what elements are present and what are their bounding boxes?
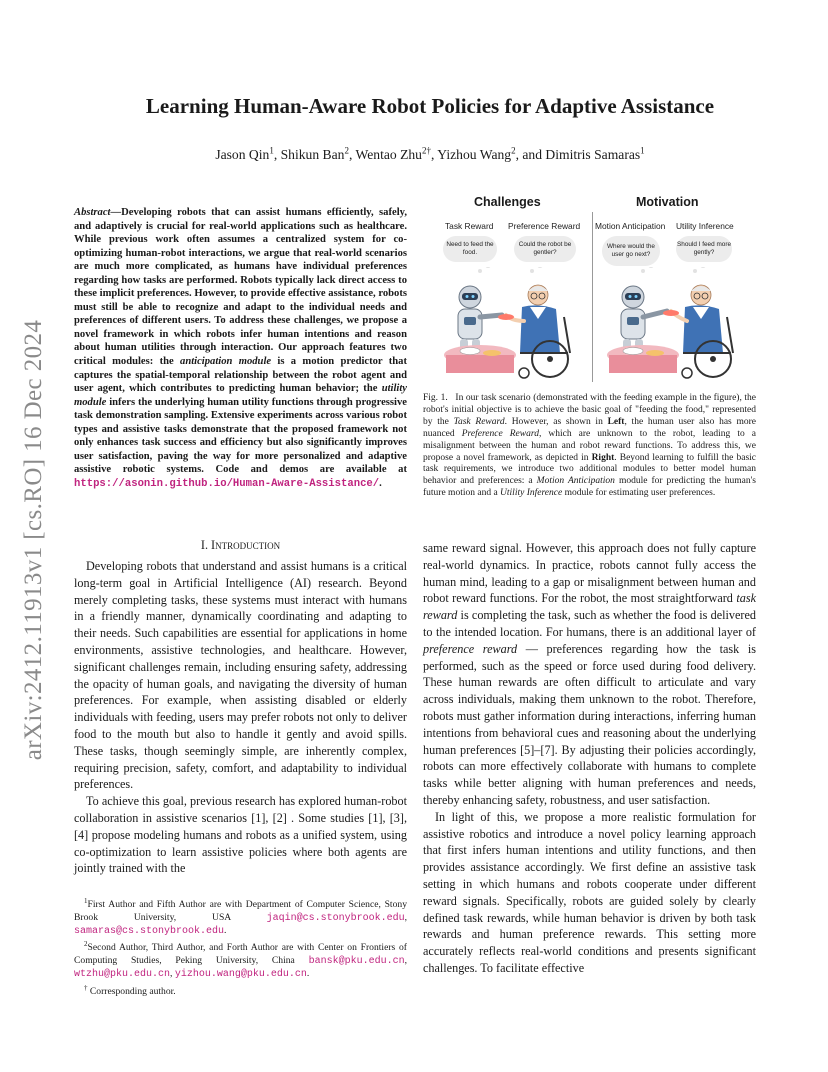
abstract-label: Abstract bbox=[74, 207, 111, 218]
project-url-link[interactable]: https://asonin.github.io/Human-Aware-Assistance/ bbox=[74, 477, 380, 490]
thought-bubble: Could the robot be gentler? bbox=[514, 236, 576, 262]
paper-title: Learning Human-Aware Robot Policies for Adaptive Assistance bbox=[145, 94, 715, 118]
email-link[interactable]: bansk@pku.edu.cn bbox=[308, 956, 405, 967]
author: Shikun Ban$^2$, bbox=[280, 145, 356, 162]
abstract: Abstract—Developing robots that can assist humans efficiently, safely, and adaptively is crucial for real-world applications such as healthcare. While previous work often assumes a centralized system for co-optimizing human-robot interactions, we argue that real-world scenarios are much more complicated, as humans have individual preferences regarding how tasks are performed. Robots typically lack direct access to these implicit preferences. However, to provide effective assistance, robots must still be able to recognize and adapt to the individual needs and preferences of different users. To address these challenges, we propose a novel framework in which robots infer human intentions and reason about human utilities through interaction. Our approach features two critical modules: the anticipation module is a motion predictor that captures the spatial-temporal relationship between the robot agent and user agent, which contributes to predicting human behavior; the utility module infers the underlying human utility functions through progressive task demonstration sampling. Extensive experiments across various robot types and assistive tasks demonstrate that the proposed framework not only enhances task success and efficiency but also significantly improves user satisfaction, paving the way for more personalized and adaptive assistive robotic systems. Code and demos are available at https://asonin.github.io/Human-Aware-Assistance/. bbox=[74, 207, 407, 490]
email-link[interactable]: jaqin@cs.stonybrook.edu bbox=[266, 912, 405, 924]
utility-module-term: utility module bbox=[74, 383, 407, 408]
footnote-3: † Corresponding author. bbox=[84, 983, 176, 997]
figure-header-challenges: Challenges bbox=[474, 195, 541, 209]
label-utility-inference: Utility Inference bbox=[676, 221, 734, 231]
arxiv-identifier: arXiv:2412.11913v1 [cs.RO] 16 Dec 2024 bbox=[20, 319, 47, 761]
email-link[interactable]: yizhou.wang@pku.edu.cn bbox=[174, 969, 307, 981]
footnote-2: $^2$Second Author, Third Author, and Forth Author are with Center on Frontiers of Computing Studies, Peking University, China bansk@pku.edu.cn, wtzhu@pku.edu.cn, yizhou.wang@pku.edu.cn. bbox=[74, 940, 407, 981]
feeding-illustration-right bbox=[600, 267, 756, 382]
email-link[interactable]: wtzhu@pku.edu.cn bbox=[74, 969, 171, 981]
paragraph: same reward signal. However, this approach does not fully capture real-world dynamics. In practice, robots cannot fully access the human mind, leading to a gap or misalignment between human and robot reward functions. For the robot, the most straightforward task reward is completing the task, such as whether the food is delivered to the intended location. For humans, there is an additional layer of preference reward — preferences regarding how the task is performed, such as the speed or force used during food delivery. These human rewards are often difficult to articulate and vary across individuals, making them unknown to the robot. Therefore, robots must gather information during interactions, inferring human intentions from behavioral cues and reasoning about the underlying human preferences [5]–[7]. By adjusting their policies accordingly, robots can more effectively collaborate with humans to complete tasks while better aligning with human preferences and needs, thereby enhancing safety, robustness, and user satisfaction. bbox=[423, 541, 756, 807]
author: Yizhou Wang$^2$, and bbox=[437, 145, 546, 162]
label-task-reward: Task Reward bbox=[445, 221, 494, 231]
paragraph: In light of this, we propose a more realistic formulation for assistive robotics and introduce a novel policy learning approach that first infers human intentions and utility functions, and then provides assistance accordingly. We first define an assistive task setting in which humans and robots cooperate under different reward signals. Specifically, robots are guided solely by clearly defined task rewards, while human behavior is driven by both task rewards and human preference rewards. This setting more accurately reflects real-world conditions and presents significant challenges. To facilitate effective bbox=[423, 809, 756, 975]
intro-left-column bbox=[74, 558, 407, 877]
paragraph: Developing robots that understand and assist humans is a critical long-term goal in Artificial Intelligence (AI) research. Beyond merely completing tasks, these systems must interact with humans in a friendly manner, dynamically coordinating and adapting to their needs. Such capabilities are essential for applications in home environments, assistive technologies, and healthcare. However, significant challenges remain, including ensuring safety, addressing the opacity of human goals, and navigating the diversity of human preferences. For example, when assisting disabled or elderly individuals with feeding, users may prefer robots not only to deliver food to the mouth but also to handle it gently and avoid spills. These tasks, though seemingly simple, are inherently complex, requiring precision, safety, comfort, and adaptability to individual preferences. bbox=[74, 559, 407, 792]
thought-bubble: Where would the user go next? bbox=[602, 236, 660, 266]
anticipation-module-term: anticipation module bbox=[180, 356, 272, 368]
label-preference-reward: Preference Reward bbox=[508, 221, 581, 231]
figure-header-motivation: Motivation bbox=[636, 195, 699, 209]
email-link[interactable]: samaras@cs.stonybrook.edu bbox=[74, 926, 225, 937]
author: Wentao Zhu$^{2\dagger}$, bbox=[355, 145, 438, 162]
author: Dimitris Samaras$^1$ bbox=[545, 145, 645, 162]
feeding-illustration-left bbox=[440, 267, 590, 382]
figure-caption: Fig. 1. In our task scenario (demonstrated with the feeding example in the figure), the robot's initial objective is to achieve the basic goal of "feeding the food," represented by the Task Reward. However, as shown in Left, the human user also has more nuanced Preference Reward, which are unknown to the robot, leading to a misalignment between the human and robot reward functions. To address this, we propose a novel framework, as depicted in Right. Beyond learning to fulfill the basic task requirements, we introduce two additional modules to better model human behavior and preferences: a Motion Anticipation module for predicting the human's future motion and a Utility Inference module for estimating user preferences. bbox=[423, 393, 757, 499]
thought-bubble: Need to feed the food. bbox=[443, 236, 497, 262]
thought-bubble: Should I feed more gently? bbox=[676, 236, 732, 262]
arxiv-sidebar bbox=[14, 310, 54, 770]
figure-divider bbox=[592, 212, 593, 382]
author-list bbox=[80, 145, 780, 163]
author: Jason Qin$^1$, bbox=[215, 145, 281, 162]
footnote-1: $^1$First Author and Fifth Author are with Department of Computer Science, Stony Brook University, USA jaqin@cs.stonybrook.edu, samaras@cs.stonybrook.edu. bbox=[74, 897, 407, 937]
intro-right-column bbox=[423, 540, 756, 977]
paragraph: To achieve this goal, previous research has explored human-robot collaboration in assistive scenarios [1], [2] . Some studies [1], [3], [4] propose modeling humans and robots as a unified system, using co-optimization to learn assistive policies where both agents are jointly trained with the bbox=[74, 794, 407, 876]
figure-1 bbox=[440, 192, 756, 387]
footnotes bbox=[74, 895, 407, 998]
section-heading-introduction: I. Introduction bbox=[200, 538, 281, 552]
label-motion-anticipation: Motion Anticipation bbox=[595, 221, 666, 231]
